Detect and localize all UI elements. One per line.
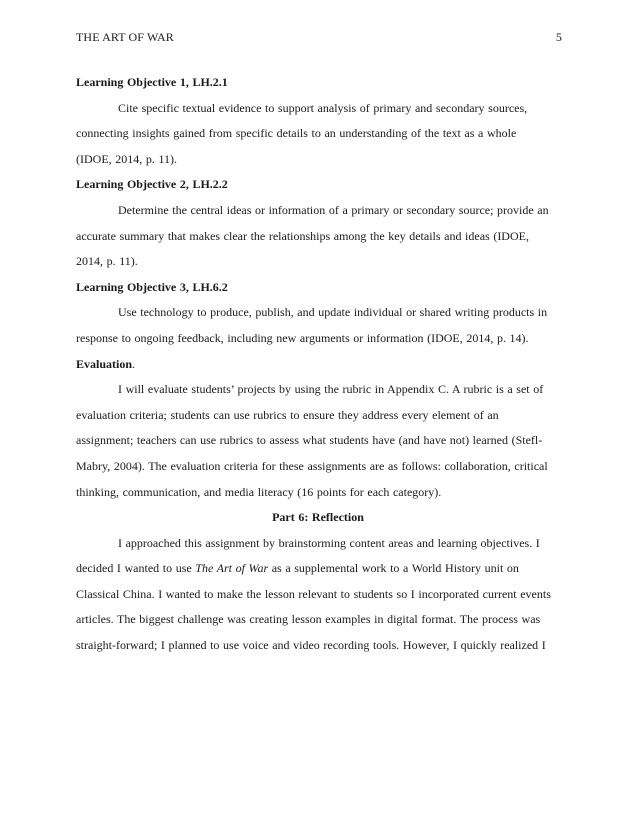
paragraph-line <box>76 556 560 582</box>
paragraph-line: straight-forward; I planned to use voice and video recording tools. However, I quickly realized I <box>76 638 546 653</box>
paragraph-line: connecting insights gained from specific details to an understanding of the text as a whole <box>76 126 517 141</box>
text-span: as a supplemental work to a World History unit on <box>268 561 519 576</box>
paragraph-line: (IDOE, 2014, p. 11). <box>76 151 178 166</box>
paragraph-line: assignment; teachers can use rubrics to assess what students have (and have not) learned (Stefl- <box>76 433 543 448</box>
paragraph-line: I will evaluate students’ projects by using the rubric in Appendix C. A rubric is a set of <box>118 382 544 397</box>
evaluation-heading: Evaluation <box>76 356 133 371</box>
paragraph-line: evaluation criteria; students can use rubrics to ensure they address every element of an <box>76 407 499 422</box>
running-title: THE ART OF WAR <box>76 30 174 44</box>
paragraph-line: accurate summary that makes clear the relationships among the key details and ideas (IDOE, <box>76 228 529 243</box>
learning-objective-3-heading: Learning Objective 3, LH.6.2 <box>76 279 228 294</box>
paragraph-line: response to ongoing feedback, including new arguments or information (IDOE, 2014, p. 14). <box>76 330 529 345</box>
paragraph-line: Cite specific textual evidence to support analysis of primary and secondary sources, <box>118 100 528 115</box>
paragraph-line: I approached this assignment by brainstorming content areas and learning objectives. I <box>118 535 540 550</box>
text-span: decided I wanted to use <box>76 561 196 576</box>
page-number: 5 <box>555 30 562 44</box>
running-header <box>76 30 562 48</box>
paragraph-line: articles. The biggest challenge was creating lesson examples in digital format. The process was <box>76 612 541 627</box>
learning-objective-2-heading: Learning Objective 2, LH.2.2 <box>76 177 228 192</box>
evaluation-heading-period: . <box>132 356 136 371</box>
paragraph-line: 2014, p. 11). <box>76 254 138 269</box>
book-title: The Art of War <box>195 561 269 576</box>
paragraph-line: Determine the central ideas or information of a primary or secondary source; provide an <box>118 202 549 217</box>
evaluation-heading-line <box>76 352 560 378</box>
paragraph-line: Classical China. I wanted to make the lesson relevant to students so I incorporated current events <box>76 586 551 601</box>
paragraph-line: thinking, communication, and media literacy (16 points for each category). <box>76 484 442 499</box>
body-text <box>76 70 560 659</box>
part-6-heading: Part 6: Reflection <box>272 510 364 525</box>
paragraph-line: Use technology to produce, publish, and update individual or shared writing products in <box>118 305 548 320</box>
learning-objective-1-heading: Learning Objective 1, LH.2.1 <box>76 75 228 89</box>
paragraph-line: Mabry, 2004). The evaluation criteria for these assignments are as follows: collaboration, critical <box>76 458 548 473</box>
